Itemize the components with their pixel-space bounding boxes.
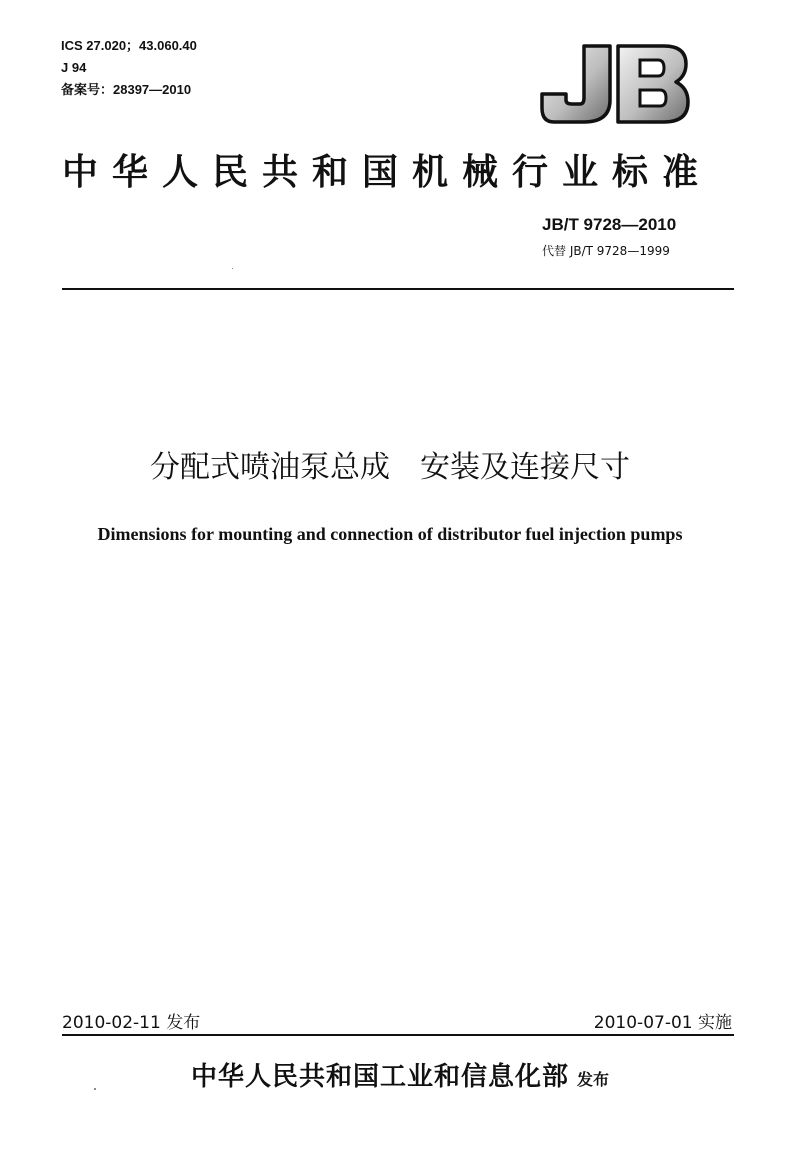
classification-code: J 94	[61, 60, 87, 75]
publisher-line	[0, 1060, 800, 1094]
implementation-date: 2010-07-01 实施	[593, 1013, 732, 1033]
publisher-name: 中华人民共和国工业和信息化部	[190, 1062, 569, 1092]
header-divider	[62, 288, 734, 290]
record-number: 备案号：28397—2010	[61, 82, 192, 97]
footer-divider	[62, 1034, 734, 1036]
publisher-suffix: 发布	[577, 1070, 610, 1089]
standard-number: JB/T 9728—2010	[542, 215, 677, 234]
document-title-english: Dimensions for mounting and connection of distributor fuel injection pumps	[97, 524, 683, 544]
ics-code: ICS 27.020；43.060.40	[61, 38, 197, 53]
scan-speck	[232, 268, 233, 269]
scan-speck	[94, 1088, 96, 1090]
issue-date: 2010-02-11 发布	[62, 1013, 201, 1033]
standard-category-title: 中华人民共和国机械行业标准	[62, 152, 713, 193]
jb-logo	[540, 42, 690, 126]
replaced-standard: 代替 JB/T 9728—1999	[542, 244, 670, 258]
document-title-chinese: 分配式喷油泵总成 安装及连接尺寸	[150, 450, 630, 485]
